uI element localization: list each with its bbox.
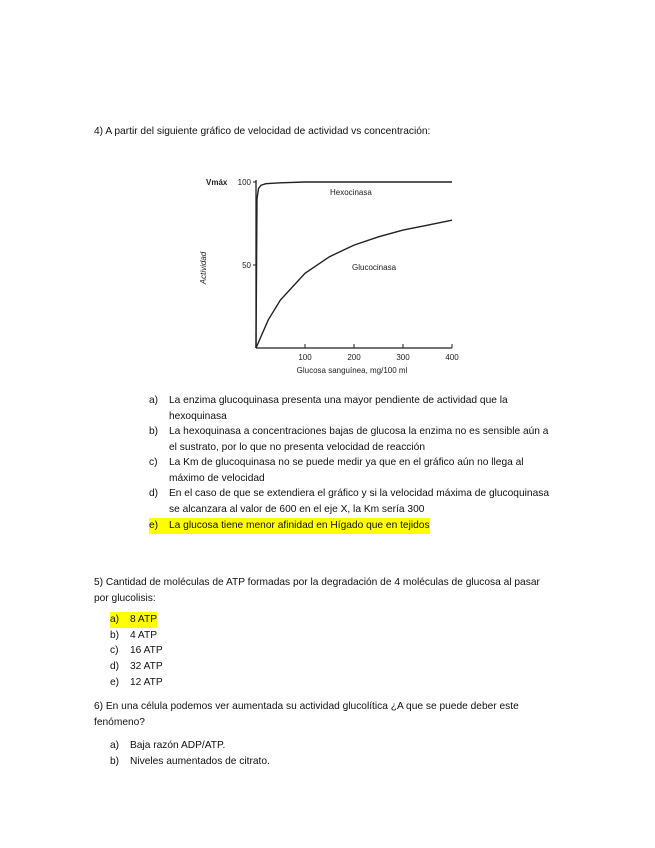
q5-option-e (110, 675, 163, 691)
option-text: La glucosa tiene menor afinidad en Hígado que en tejidos (169, 518, 430, 534)
y-tick-label: 50 (242, 261, 251, 270)
series-label-hexocinasa: Hexocinasa (330, 188, 372, 197)
option-label: a) (110, 740, 120, 751)
option-label: e) (110, 676, 120, 688)
question-6-title: 6) En una célula podemos ver aumentada su actividad glucolítica ¿A que se puede deber este (94, 701, 519, 712)
y-tick-label: 100 (237, 178, 251, 187)
option-label: c) (110, 645, 119, 657)
x-tick-label: 400 (445, 353, 459, 362)
q4-option-b (149, 424, 548, 440)
activity-chart (190, 170, 470, 380)
option-label: a) (110, 612, 130, 628)
option-label: b) (110, 756, 120, 767)
option-text: En el caso de que se extendiera el gráfico y si la velocidad máxima de glucoquinasa (169, 488, 549, 499)
q4-option-continuation-row (169, 471, 265, 487)
option-text: 4 ATP (130, 629, 157, 641)
q4-option-d (149, 486, 549, 502)
q6-option-a (110, 738, 225, 754)
q4-option-continuation: el sustrato, por lo que no presenta velocidad de reacción (169, 441, 425, 453)
question-5-title: por glucolisis: (94, 593, 156, 604)
option-text: Baja razón ADP/ATP. (130, 740, 226, 751)
q5-option-c (110, 643, 163, 659)
q4-option-e (149, 518, 430, 534)
x-tick-label: 300 (396, 353, 410, 362)
question-5-title: 5) Cantidad de moléculas de ATP formadas por la degradación de 4 moléculas de glucosa al pasar (94, 577, 540, 588)
option-label: d) (110, 661, 120, 673)
option-text: Niveles aumentados de citrato. (130, 756, 270, 767)
y-axis-label: Actividad (199, 251, 208, 285)
q5-option-b (110, 628, 157, 644)
option-text: La Km de glucoquinasa no se puede medir ya que en el gráfico aún no llega al (169, 457, 524, 468)
option-label: a) (149, 395, 159, 406)
x-axis-label: Glucosa sanguínea, mg/100 ml (296, 366, 408, 375)
q4-option-continuation-row (169, 502, 424, 518)
q4-option-continuation: máximo de velocidad (169, 472, 265, 484)
q4-option-c (149, 455, 524, 471)
q4-option-continuation-row (169, 440, 425, 456)
option-label: e) (149, 518, 169, 534)
q4-option-continuation: hexoquinasa (169, 410, 227, 422)
x-tick-label: 100 (298, 353, 312, 362)
option-text: 16 ATP (130, 645, 163, 657)
option-label: d) (149, 488, 159, 499)
q6-option-b (110, 754, 270, 770)
series-label-glucocinasa: Glucocinasa (352, 263, 397, 272)
option-text: La enzima glucoquinasa presenta una mayor pendiente de actividad que la (169, 395, 508, 406)
q5-option-d (110, 659, 163, 675)
q5-option-a (110, 612, 157, 628)
q4-option-continuation: se alcanzara al valor de 600 en el eje X, la Km sería 300 (169, 503, 425, 515)
series-line-glucocinasa (256, 220, 452, 348)
option-text: 12 ATP (130, 676, 163, 688)
x-tick-label: 200 (347, 353, 361, 362)
option-label: b) (110, 629, 120, 641)
option-text: La hexoquinasa a concentraciones bajas de glucosa la enzima no es sensible aún a (169, 426, 549, 437)
q4-option-a (149, 393, 508, 409)
option-label: b) (149, 426, 159, 437)
option-text: 32 ATP (130, 661, 163, 673)
option-text: 8 ATP (130, 612, 157, 628)
option-label: c) (149, 457, 158, 468)
question-6-title: fenómeno? (94, 717, 145, 728)
vmax-label: Vmáx (206, 178, 228, 187)
q4-option-continuation-row (169, 409, 227, 425)
question-4-title: 4) A partir del siguiente gráfico de velocidad de actividad vs concentración: (94, 126, 431, 137)
